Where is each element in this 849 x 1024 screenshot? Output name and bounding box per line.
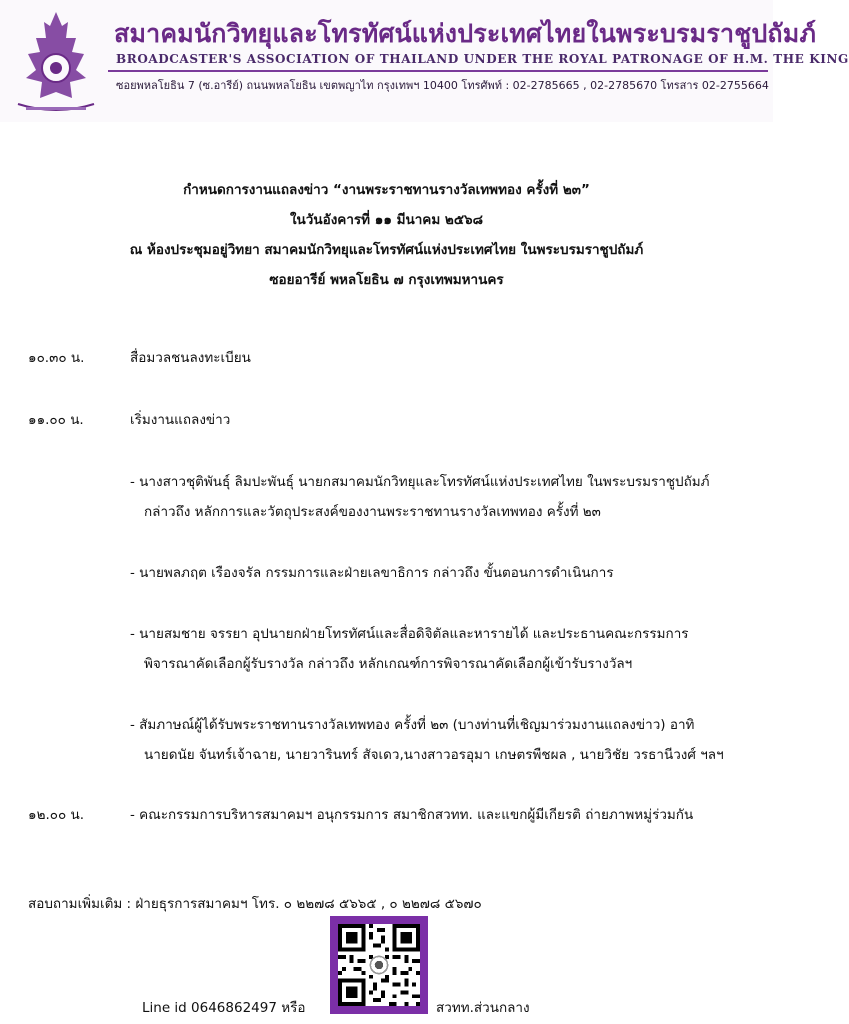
event-date: ในวันอังคารที่ ๑๑ มีนาคม ๒๕๖๘ <box>289 212 484 228</box>
schedule-text-1030: สื่อมวลชนลงทะเบียน <box>130 350 251 366</box>
agenda-item-1-line2: กล่าวถึง หลักการและวัตถุประสงค์ของงานพระราชทานรางวัลเทพทอง ครั้งที่ ๒๓ <box>144 504 601 520</box>
qr-code-icon <box>338 924 420 1006</box>
schedule-text-1100: เริ่มงานแถลงข่าว <box>130 412 231 428</box>
agenda-item-3-line2: พิจารณาคัดเลือกผู้รับรางวัล กล่าวถึง หลักเกณฑ์การพิจารณาคัดเลือกผู้เข้ารับรางวัลฯ <box>144 656 633 672</box>
association-logo <box>6 8 106 118</box>
line-account-name: สวทท.ส่วนกลาง <box>436 1000 530 1016</box>
contact-info: สอบถามเพิ่มเติม : ฝ่ายธุรการสมาคมฯ โทร. ๐ ๒๒๗๘ ๕๖๖๕ , ๐ ๒๒๗๘ ๕๖๗๐ <box>28 896 482 912</box>
association-name-english: BROADCASTER'S ASSOCIATION OF THAILAND UNDER THE ROYAL PATRONAGE OF H.M. THE KING <box>116 52 849 66</box>
line-qr-code[interactable] <box>330 916 428 1014</box>
association-name-thai: สมาคมนักวิทยุและโทรทัศน์แห่งประเทศไทยในพระบรมราชูปถัมภ์ <box>114 19 817 48</box>
document-title: กำหนดการงานแถลงข่าว “งานพระราชทานรางวัลเทพทอง ครั้งที่ ๒๓” <box>183 182 590 198</box>
agenda-item-4-line2: นายดนัย จันทร์เจ้าฉาย, นายวารินทร์ สัจเดว,นางสาวอรอุมา เกษตรพืชผล , นายวิชัย วรธานีวงศ์ ฯลฯ <box>144 747 724 763</box>
header-divider <box>108 70 768 72</box>
agenda-item-2-line1: - นายพลภฤต เรืองจรัล กรรมการและฝ่ายเลขาธิการ กล่าวถึง ขั้นตอนการดำเนินการ <box>130 565 614 581</box>
schedule-time-1200: ๑๒.๐๐ น. <box>28 807 85 823</box>
event-location: ซอยอารีย์ พหลโยธิน ๗ กรุงเทพมหานคร <box>269 272 504 288</box>
schedule-time-1030: ๑๐.๓๐ น. <box>28 350 85 366</box>
line-id: Line id 0646862497 หรือ <box>142 1000 306 1016</box>
event-venue: ณ ห้องประชุมอยู่วิทยา สมาคมนักวิทยุและโทรทัศน์แห่งประเทศไทย ในพระบรมราชูปถัมภ์ <box>129 242 644 258</box>
association-address: ซอยพหลโยธิน 7 (ซ.อารีย์) ถนนพหลโยธิน เขตพญาไท กรุงเทพฯ 10400 โทรศัพท์ : 02-2785665 , 02-2785670 โทรสาร 02-2755664 <box>116 79 769 92</box>
schedule-text-1200: - คณะกรรมการบริหารสมาคมฯ อนุกรรมการ สมาชิกสวทท. และแขกผู้มีเกียรติ ถ่ายภาพหมู่ร่วมกัน <box>130 807 694 823</box>
letterhead <box>0 0 849 122</box>
agenda-item-1-line1: - นางสาวชุติพันธุ์ ลิมปะพันธุ์ นายกสมาคมนักวิทยุและโทรทัศน์แห่งประเทศไทย ในพระบรมราชูปถัมภ์ <box>130 474 710 490</box>
schedule-time-1100: ๑๑.๐๐ น. <box>28 412 84 428</box>
agenda-item-3-line1: - นายสมชาย จรรยา อุปนายกฝ่ายโทรทัศน์และสื่อดิจิตัลและหารายได้ และประธานคณะกรรมการ <box>130 626 689 642</box>
agenda-item-4-line1: - สัมภาษณ์ผู้ได้รับพระราชทานรางวัลเทพทอง ครั้งที่ ๒๓ (บางท่านที่เชิญมาร่วมงานแถลงข่าว) อาทิ <box>130 717 695 733</box>
